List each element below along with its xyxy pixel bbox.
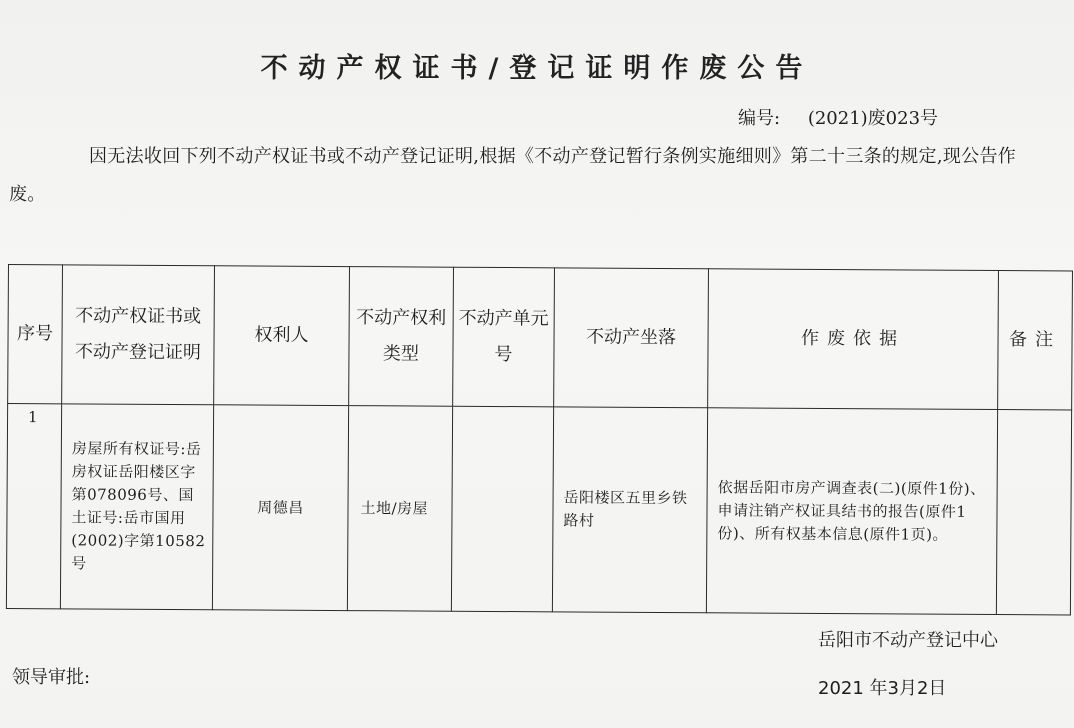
issuing-organization: 岳阳市不动产登记中心 bbox=[818, 630, 998, 651]
cell-seq: 1 bbox=[6, 404, 61, 609]
notice-body: 因无法收回下列不动产权证书或不动产登记证明,根据《不动产登记暂行条例实施细则》第二十三条的规定,现公告作废。 bbox=[9, 146, 1017, 205]
header-right-type: 不动产权利类型 bbox=[349, 267, 454, 407]
document-number bbox=[738, 104, 938, 130]
header-unit-no: 不动产单元号 bbox=[453, 267, 555, 407]
cell-cert: 房屋所有权证号:岳房权证岳阳楼区字第078096号、国土证号:岳市国用(2002)字第10582号 bbox=[60, 404, 213, 610]
header-basis: 作废依据 bbox=[708, 269, 999, 410]
cell-remark bbox=[996, 410, 1071, 615]
table-row bbox=[6, 404, 1071, 615]
issue-date: 2021 年3月2日 bbox=[818, 678, 947, 699]
cell-holder: 周德昌 bbox=[212, 405, 348, 611]
voided-certificates-table bbox=[6, 264, 1073, 615]
cell-right-type: 土地/房屋 bbox=[347, 406, 452, 612]
cell-unit-no bbox=[451, 406, 553, 612]
header-remark: 备注 bbox=[998, 271, 1073, 410]
cell-basis: 依据岳阳市房产调查表(二)(原件1份)、申请注销产权证具结书的报告(原件1份)、所有权基本信息(原件1页)。 bbox=[706, 408, 997, 615]
document-number-label: 编号: bbox=[738, 108, 781, 129]
document-number-value: (2021)废023号 bbox=[807, 108, 939, 129]
header-location: 不动产坐落 bbox=[554, 268, 709, 408]
header-holder: 权利人 bbox=[214, 266, 350, 406]
approval-label: 领导审批: bbox=[12, 667, 91, 688]
document-title: 不动产权证书/登记证明作废公告 bbox=[260, 53, 814, 84]
cell-location: 岳阳楼区五里乡铁路村 bbox=[552, 407, 707, 613]
header-seq: 序号 bbox=[8, 265, 63, 404]
table-header-row bbox=[8, 265, 1073, 410]
header-cert: 不动产权证书或不动产登记证明 bbox=[62, 265, 215, 405]
